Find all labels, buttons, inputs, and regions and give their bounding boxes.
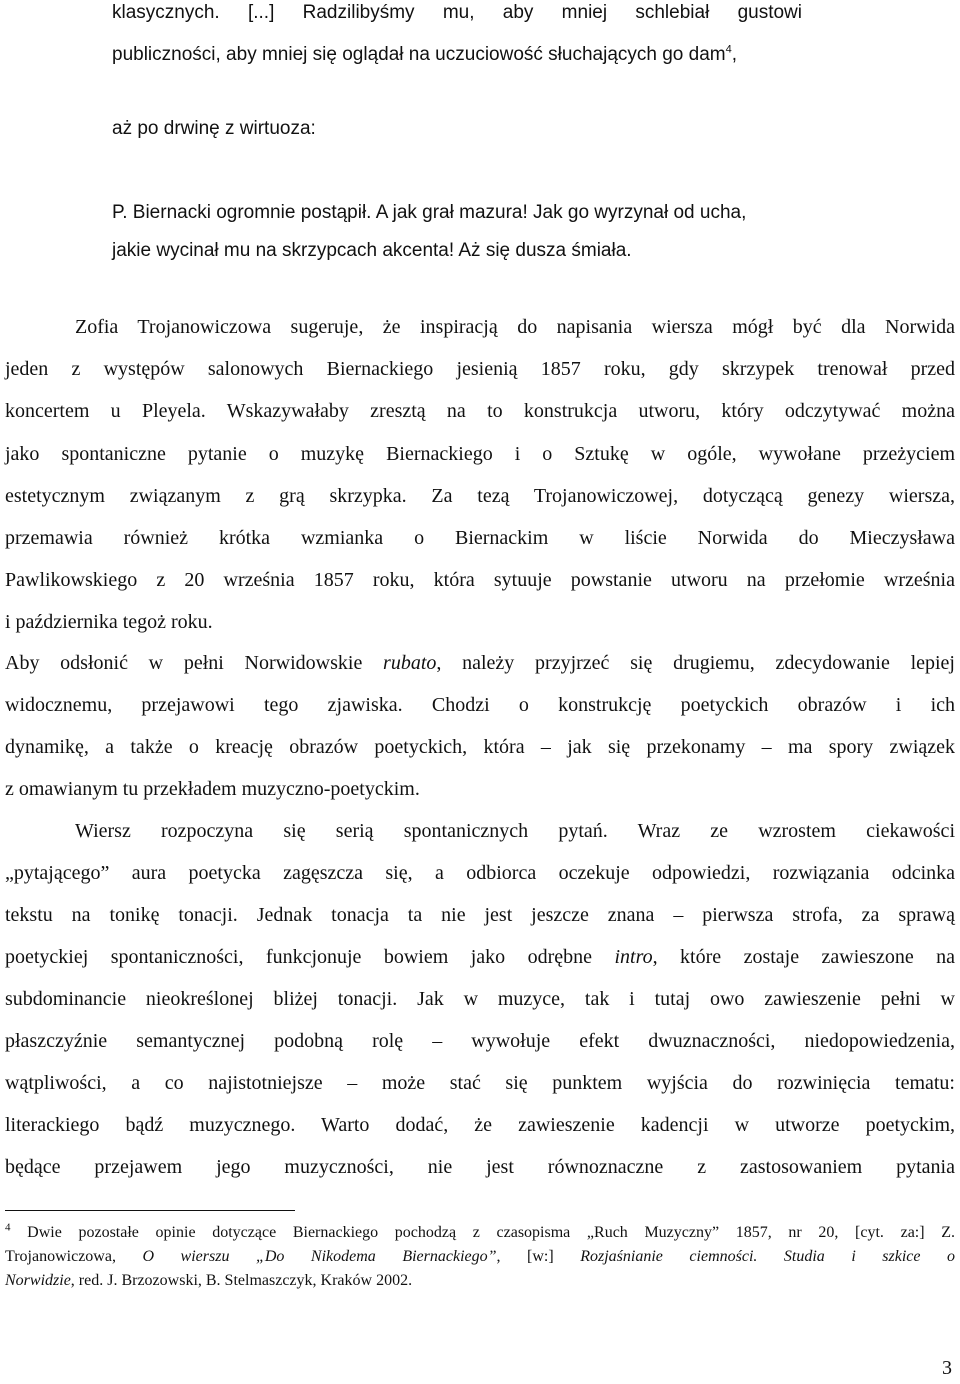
body-line: wątpliwości, a co najistotniejsze – może stać się punktem wyjścia do rozwinięcia tematu:: [5, 1072, 955, 1094]
body-line: z omawianym tu przekładem muzyczno-poetyckim.: [5, 778, 420, 800]
body-line: koncertem u Pleyela. Wskazywałaby zresztą na to konstrukcja utworu, który odczytywać można: [5, 400, 955, 422]
footnote-divider: [5, 1210, 295, 1211]
quote-line-3: aż po drwinę z wirtuoza:: [112, 118, 316, 139]
quote-line-1: klasycznych. [...] Radzilibyśmy mu, aby mniej schlebiał gustowi: [112, 2, 802, 23]
quote-line-2: publiczności, aby mniej się oglądał na uczuciowość słuchających go dam$^4$,: [112, 43, 738, 65]
footnote-ref[interactable]: 4: [725, 43, 732, 56]
footnote-line: Trojanowiczowa, O wierszu „Do Nikodema Biernackiego”, [w:] Rozjaśnianie ciemności. Studia i szkice o: [5, 1248, 956, 1265]
body-line: jeden z występów salonowych Biernackiego jesienią 1857 roku, gdy skrzypek trenował przed: [5, 358, 955, 380]
footnote-line: Norwidzie, red. J. Brzozowski, B. Stelmaszczyk, Kraków 2002.: [5, 1272, 413, 1289]
body-line: „pytającego” aura poetycka zagęszcza się, a odbiorca oczekuje odpowiedzi, rozwiązania odcinka: [5, 862, 955, 884]
quote-line-4: P. Biernacki ogromnie postąpił. A jak grał mazura! Jak go wyrzynał od ucha,: [112, 202, 747, 223]
body-line: subdominancie nieokreślonej bliżej tonacji. Jak w muzyce, tak i tutaj owo zawieszenie pełni w: [5, 988, 955, 1010]
body-line: Aby odsłonić w pełni Norwidowskie rubato, należy przyjrzeć się drugiemu, zdecydowanie lepiej: [5, 652, 955, 674]
body-line: dynamikę, a także o kreację obrazów poetyckich, która – jak się przekonamy – ma spory związek: [5, 736, 955, 758]
body-line: estetycznym związanym z grą skrzypka. Za tezą Trojanowiczowej, dotyczącą genezy wiersza,: [5, 485, 955, 507]
footnote-line: $^4$ Dwie pozostałe opinie dotyczące Biernackiego pochodzą z czasopisma „Ruch Muzyczny” 1857, nr 20, [cyt. za:] Z.: [5, 1221, 955, 1241]
body-line: przemawia również krótka wzmianka o Biernackim w liście Norwida do Mieczysława: [5, 527, 955, 549]
body-line: tekstu na tonikę tonacji. Jednak tonacja ta nie jest jeszcze znana – pierwsza strofa, za sprawą: [5, 904, 955, 926]
body-line: jako spontaniczne pytanie o muzykę Biernackiego i o Sztukę w ogóle, wywołane przeżyciem: [5, 443, 955, 465]
body-line: Wiersz rozpoczyna się serią spontanicznych pytań. Wraz ze wzrostem ciekawości: [75, 820, 955, 842]
body-line: poetyckiej spontaniczności, funkcjonuje bowiem jako odrębne intro, które zostaje zawieszone na: [5, 946, 956, 968]
body-line: widocznemu, przejawowi tego zjawiska. Chodzi o konstrukcję poetyckich obrazów i ich: [5, 694, 955, 716]
body-line: Pawlikowskiego z 20 września 1857 roku, która sytuuje powstanie utworu na przełomie września: [5, 569, 955, 591]
body-line: i października tegoż roku.: [5, 611, 213, 633]
page-number: 3: [942, 1357, 952, 1379]
body-line: Zofia Trojanowiczowa sugeruje, że inspiracją do napisania wiersza mógł być dla Norwida: [75, 316, 955, 338]
body-line: literackiego bądź muzycznego. Warto dodać, że zawieszenie kadencji w utworze poetyckim,: [5, 1114, 955, 1136]
quote-line-5: jakie wycinał mu na skrzypcach akcenta! Aż się dusza śmiała.: [112, 240, 632, 261]
body-line: płaszczyźnie semantycznej podobną rolę – wywołuje efekt dwuznaczności, niedopowiedzenia,: [5, 1030, 955, 1052]
body-line: będące przejawem jego muzyczności, nie jest równoznaczne z zastosowaniem pytania: [5, 1156, 955, 1178]
